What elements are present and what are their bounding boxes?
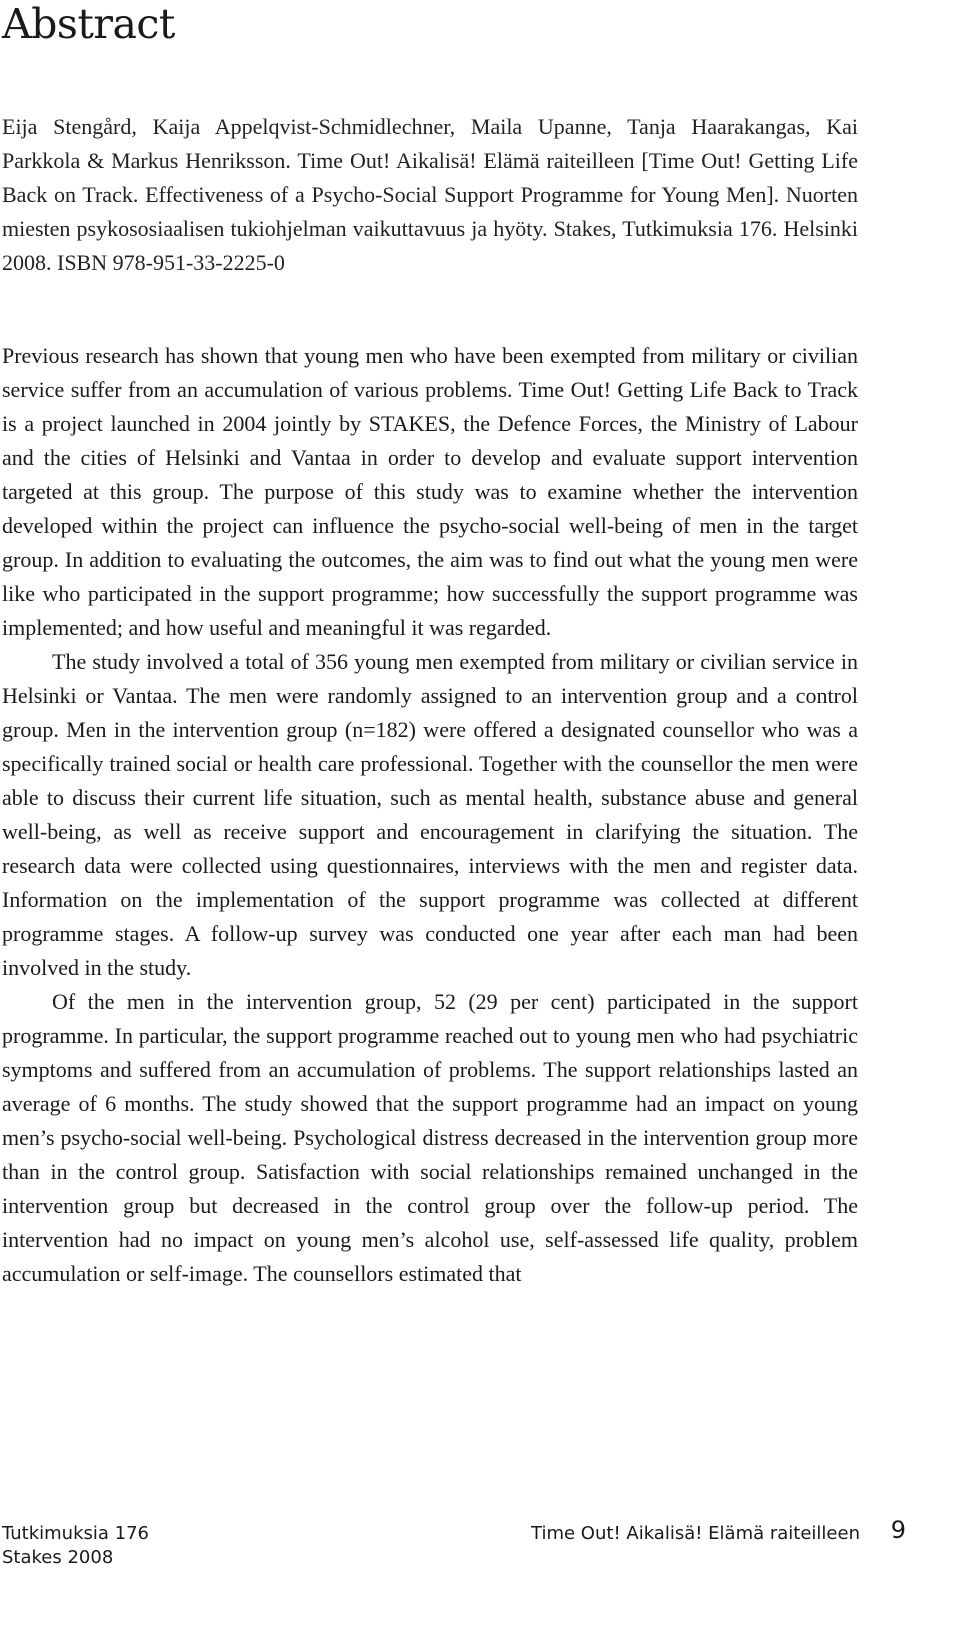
footer-left (2, 1522, 149, 1570)
page-number: 9 (890, 1516, 906, 1544)
citation-block: Eija Stengård, Kaija Appelqvist-Schmidlechner, Maila Upanne, Tanja Haarakangas, Kai Parkkola & Markus Henriksson. Time Out! Aikalisä! Elämä raiteilleen [Time Out! Getting Life Back on Track. Effectiveness of a Psycho-Social Support Programme for Young Men]. Nuorten miesten psykososiaalisen tukiohjelman vaikuttavuus ja hyöty. Stakes, Tutkimuksia 176. Helsinki 2008. ISBN 978-951-33-2225-0 (2, 114, 858, 275)
footer-series: Tutkimuksia 176 (2, 1523, 150, 1544)
page-heading: Abstract (2, 0, 175, 48)
abstract-body (2, 339, 858, 1291)
abstract-paragraph-3: Of the men in the intervention group, 52 (29 per cent) participated in the support programme. In particular, the support programme reached out to young men who had psychiatric symptoms and suffered from an accumulation of problems. The support relationships lasted an average of 6 months. The study showed that the support programme had an impact on young men’s psycho-social well-being. Psychological distress decreased in the intervention group more than in the control group. Satisfaction with social relationships remained unchanged in the intervention group but decreased in the control group over the follow-up period. The intervention had no impact on young men’s alcohol use, self-assessed life quality, problem accumulation or self-image. The counsellors estimated that (2, 989, 858, 1286)
abstract-paragraph-1: Previous research has shown that young men who have been exempted from military or civilian service suffer from an accumulation of various problems. Time Out! Getting Life Back to Track is a project launched in 2004 jointly by STAKES, the Defence Forces, the Ministry of Labour and the cities of Helsinki and Vantaa in order to develop and evaluate support intervention targeted at this group. The purpose of this study was to examine whether the intervention developed within the project can influence the psycho-social well-being of men in the target group. In addition to evaluating the outcomes, the aim was to find out what the young men were like who participated in the support programme; how successfully the support programme was implemented; and how useful and meaningful it was regarded. (2, 343, 858, 640)
footer-publisher: Stakes 2008 (2, 1547, 114, 1568)
footer-title: Time Out! Aikalisä! Elämä raiteilleen (531, 1523, 860, 1544)
abstract-paragraph-2: The study involved a total of 356 young men exempted from military or civilian service in Helsinki or Vantaa. The men were randomly assigned to an intervention group and a control group. Men in the intervention group (n=182) were offered a designated counsellor who was a specifically trained social or health care professional. Together with the counsellor the men were able to discuss their current life situation, such as mental health, substance abuse and general well-being, as well as receive support and encouragement in clarifying the situation. The research data were collected using questionnaires, interviews with the men and register data. Information on the implementation of the support programme was collected at different programme stages. A follow-up survey was conducted one year after each man had been involved in the study. (2, 649, 858, 980)
